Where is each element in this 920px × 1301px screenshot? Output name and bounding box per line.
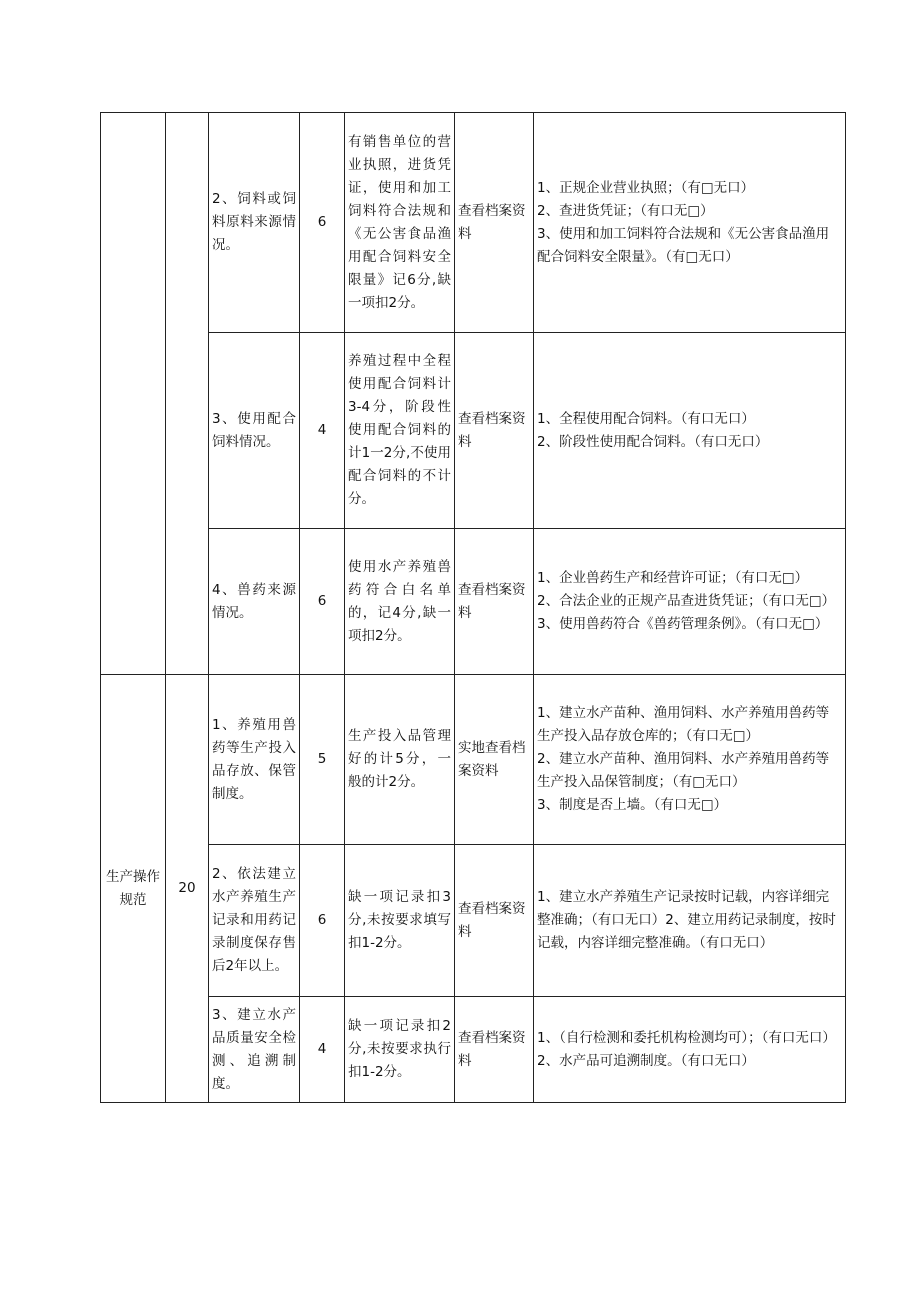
- score-cell: 4: [300, 997, 345, 1103]
- item-cell: 2、饲料或饲料原料来源情况。: [209, 113, 300, 333]
- criteria-cell: 生产投入品管理好的计5分，一般的计2分。: [345, 675, 455, 845]
- score-cell: 6: [300, 529, 345, 675]
- item-cell: 2、依法建立水产养殖生产记录和用药记录制度保存售后2年以上。: [209, 845, 300, 997]
- score-cell: 6: [300, 845, 345, 997]
- score-cell: 6: [300, 113, 345, 333]
- details-cell: [534, 997, 846, 1103]
- criteria-cell: 缺一项记录扣2分,未按要求执行扣1-2分。: [345, 997, 455, 1103]
- table-row: [101, 333, 846, 529]
- detail-line: 1、全程使用配合饲料。（有口无口）: [537, 410, 755, 427]
- total-cell-empty: [166, 113, 209, 675]
- details-cell: [534, 333, 846, 529]
- method-cell: 查看档案资料: [455, 333, 534, 529]
- detail-line: 3、使用兽药符合《兽药管理条例》。（有口无□）: [537, 616, 829, 632]
- details-cell: [534, 529, 846, 675]
- criteria-cell: 使用水产养殖兽药符合白名单的，记4分,缺一项扣2分。: [345, 529, 455, 675]
- details-cell: [534, 845, 846, 997]
- method-cell: 查看档案资料: [455, 997, 534, 1103]
- table-row: [101, 997, 846, 1103]
- table-row: [101, 529, 846, 675]
- score-cell: 5: [300, 675, 345, 845]
- detail-line: 2、阶段性使用配合饲料。（有口无口）: [537, 433, 769, 450]
- table-row: [101, 113, 846, 333]
- detail-line: 2、建立水产苗种、渔用饲料、水产养殖用兽药等生产投入品保管制度；（有□无口）: [537, 751, 830, 790]
- method-cell: 查看档案资料: [455, 845, 534, 997]
- item-cell: 4、兽药来源情况。: [209, 529, 300, 675]
- item-cell: 1、养殖用兽药等生产投入品存放、保管制度。: [209, 675, 300, 845]
- detail-line: 2、合法企业的正规产品查进货凭证；（有口无□）: [537, 593, 836, 609]
- table-row: [101, 845, 846, 997]
- detail-line: 1、（自行检测和委托机构检测均可）；（有口无口）: [537, 1029, 836, 1046]
- method-cell: 实地查看档案资料: [455, 675, 534, 845]
- criteria-cell: 缺一项记录扣3分,未按要求填写扣1-2分。: [345, 845, 455, 997]
- item-cell: 3、建立水产品质量安全检测、追溯制度。: [209, 997, 300, 1103]
- detail-line: 1、建立水产养殖生产记录按时记载，内容详细完整准确；（有口无口）2、建立用药记录制度，按时记载，内容详细完整准确。（有口无口）: [537, 889, 836, 951]
- total-score-cell: 20: [166, 675, 209, 1103]
- detail-line: 2、水产品可追溯制度。（有口无口）: [537, 1052, 755, 1069]
- method-cell: 查看档案资料: [455, 113, 534, 333]
- category-cell: 生产操作规范: [101, 675, 166, 1103]
- detail-line: 1、建立水产苗种、渔用饲料、水产养殖用兽药等生产投入品存放仓库的；（有口无□）: [537, 705, 830, 744]
- table-row: [101, 675, 846, 845]
- category-cell-empty: [101, 113, 166, 675]
- detail-line: 2、查进货凭证；（有口无□）: [537, 202, 714, 219]
- details-cell: [534, 113, 846, 333]
- item-cell: 3、使用配合饲料情况。: [209, 333, 300, 529]
- method-cell: 查看档案资料: [455, 529, 534, 675]
- score-cell: 4: [300, 333, 345, 529]
- detail-line: 1、企业兽药生产和经营许可证；（有口无□）: [537, 570, 809, 586]
- evaluation-table: [100, 112, 846, 1103]
- detail-line: 1、正规企业营业执照；（有□无口）: [537, 179, 755, 196]
- detail-line: 3、制度是否上墙。（有口无□）: [537, 797, 728, 813]
- detail-line: 3、使用和加工饲料符合法规和《无公害食品渔用配合饲料安全限量》。（有□无口）: [537, 225, 830, 265]
- criteria-cell: 养殖过程中全程使用配合饲料计3-4分，阶段性使用配合饲料的计1一2分,不使用配合饲料的不计分。: [345, 333, 455, 529]
- details-cell: [534, 675, 846, 845]
- criteria-cell: 有销售单位的营业执照，进货凭证，使用和加工饲料符合法规和《无公害食品渔用配合饲料安全限量》记6分,缺一项扣2分。: [345, 113, 455, 333]
